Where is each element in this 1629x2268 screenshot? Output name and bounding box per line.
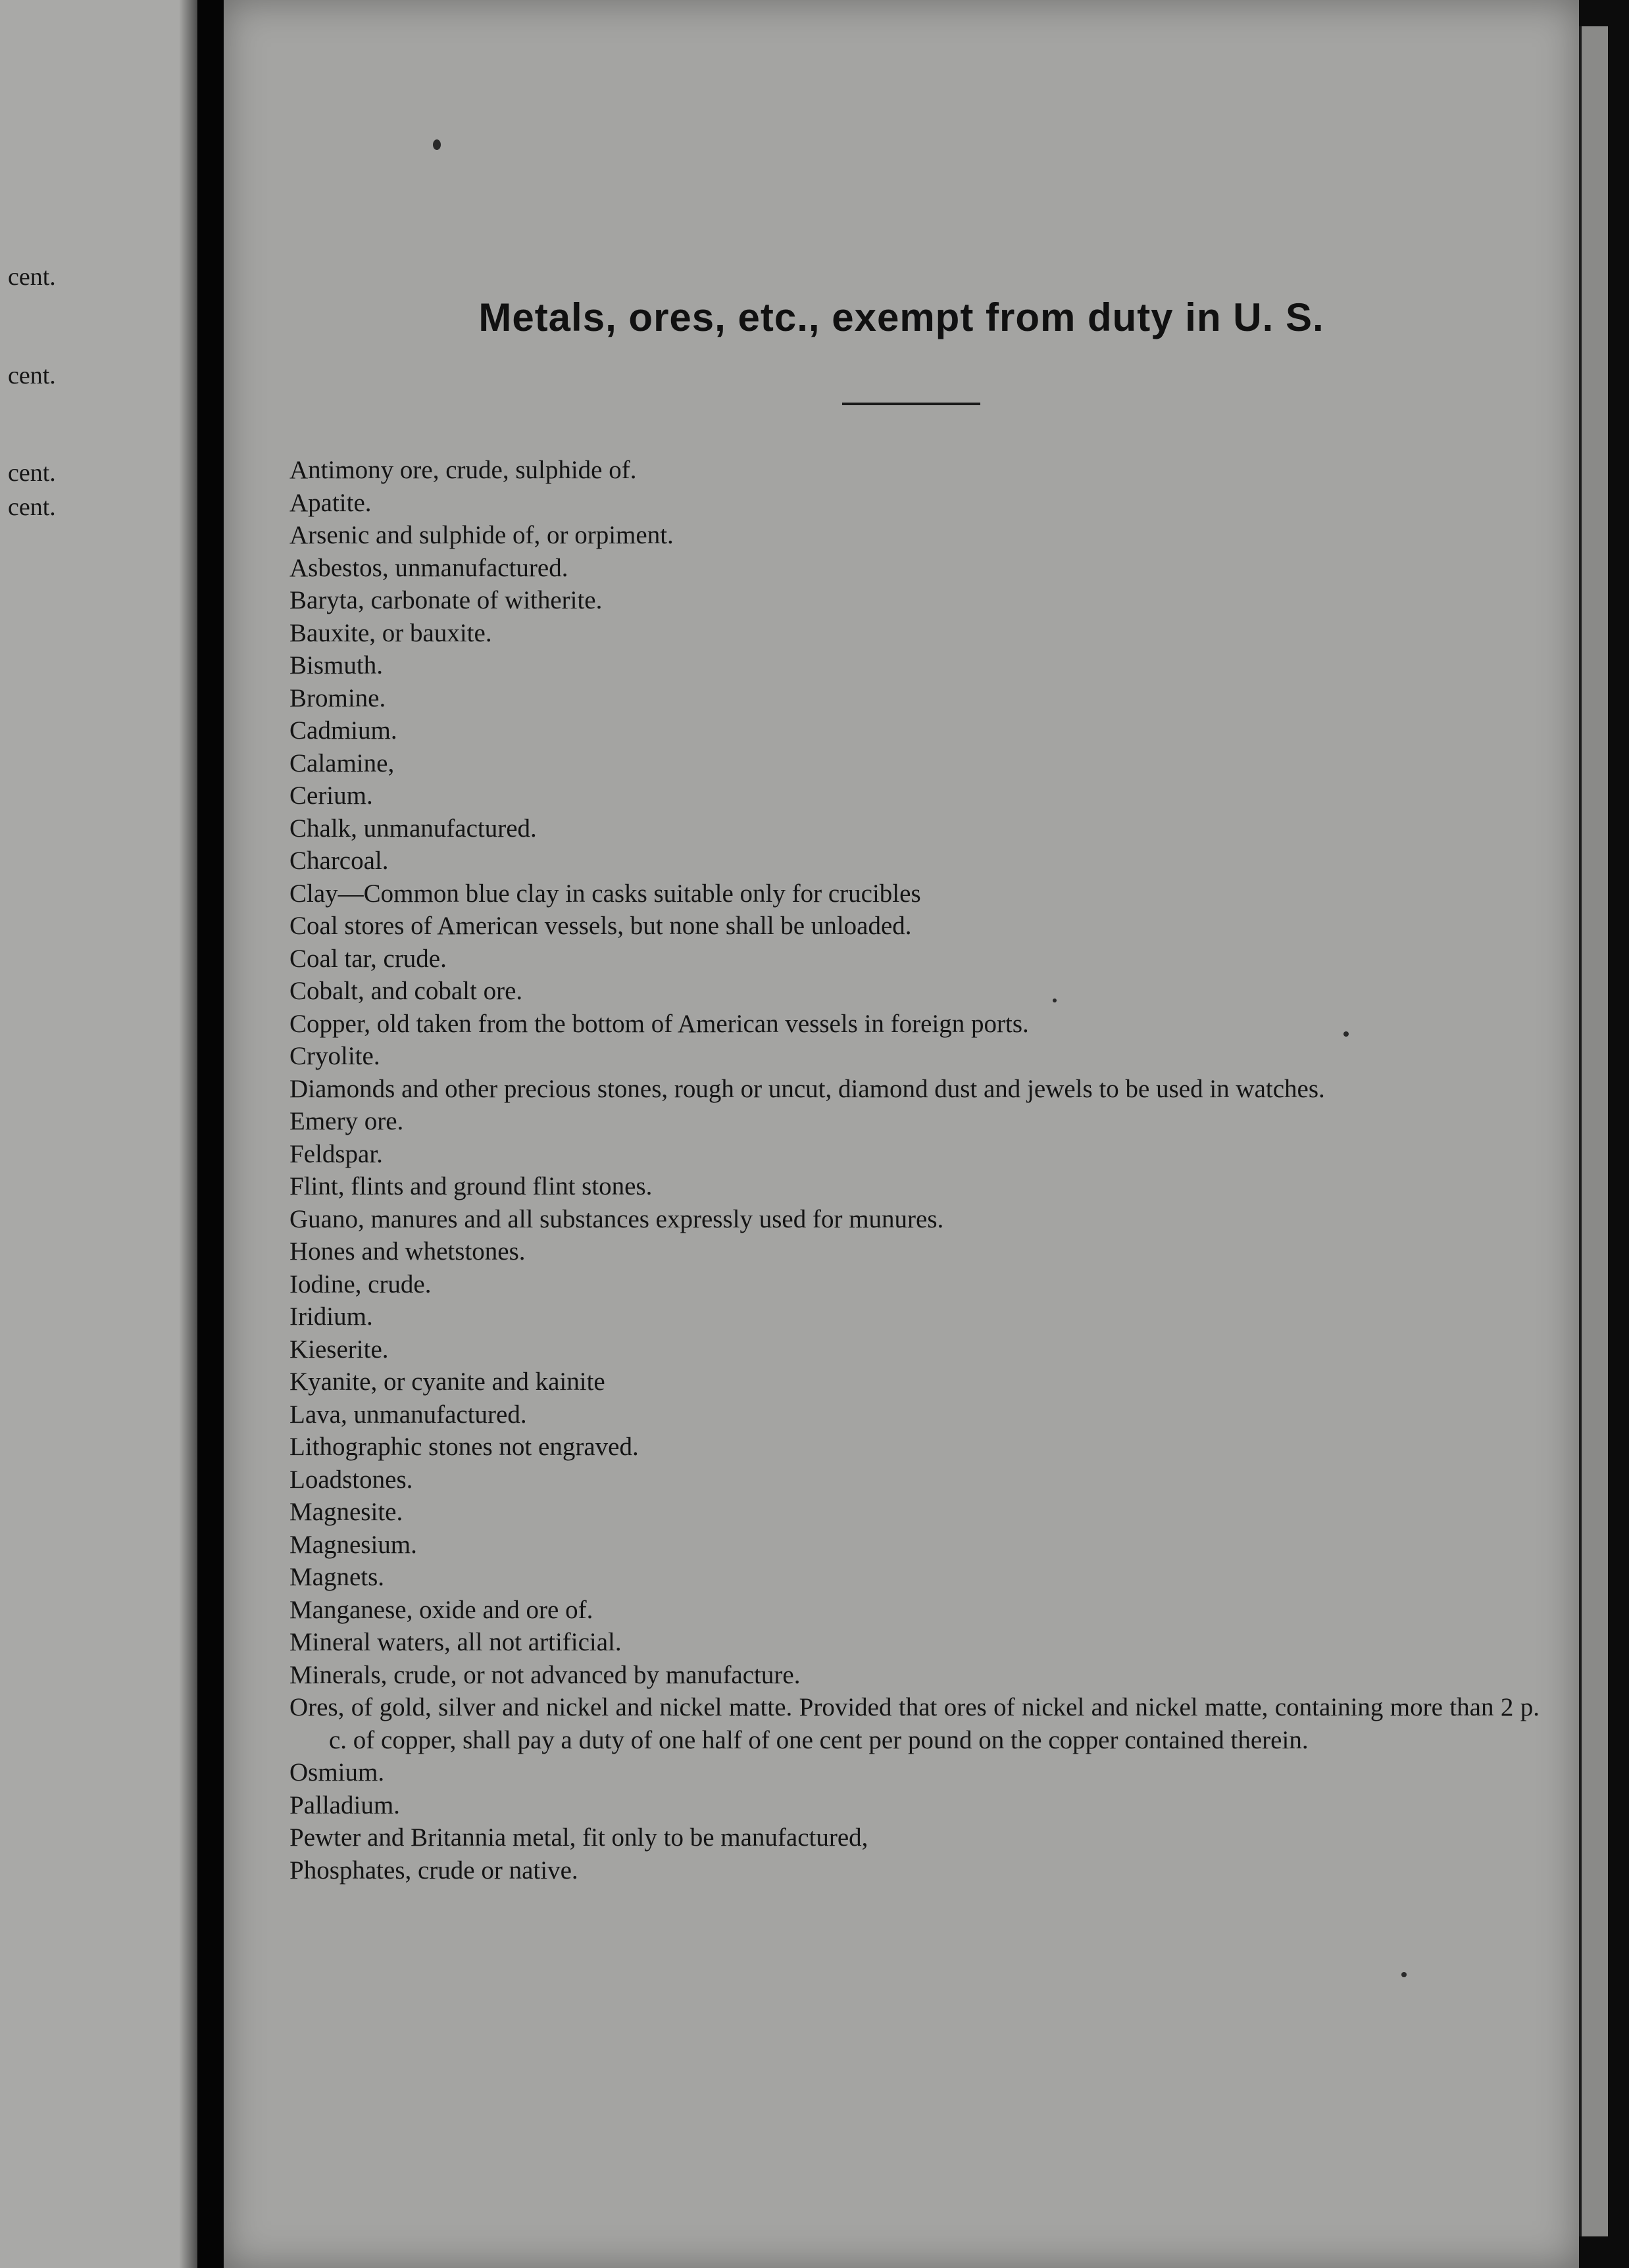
list-item: Chalk, unmanufactured.: [289, 814, 537, 843]
list-item: Coal stores of American vessels, but none shall be unloaded.: [289, 912, 912, 940]
list-item: Magnesite.: [289, 1498, 403, 1526]
page-fold-shadow: [179, 0, 197, 2268]
title-rule: [842, 403, 980, 405]
list-item: Guano, manures and all substances expressly used for munures.: [289, 1204, 944, 1233]
document-page: [224, 0, 1579, 2268]
list-item: Cadmium.: [289, 716, 397, 745]
list-item: Magnesium.: [289, 1530, 417, 1559]
list-item: Bauxite, or bauxite.: [289, 618, 492, 647]
list-item: Kyanite, or cyanite and kainite: [289, 1368, 605, 1396]
list-item: Cobalt, and cobalt ore.: [289, 977, 523, 1005]
list-item: Minerals, crude, or not advanced by manufacture.: [289, 1660, 801, 1689]
margin-word: cent.: [8, 362, 56, 389]
paper-speck: [1343, 1031, 1349, 1037]
list-item: Emery ore.: [289, 1107, 404, 1135]
list-item: Bismuth.: [289, 651, 383, 679]
list-item: Bromine.: [289, 683, 386, 712]
list-item: Coal tar, crude.: [289, 944, 447, 973]
list-item: Lava, unmanufactured.: [289, 1400, 527, 1429]
list-item: Apatite.: [289, 488, 372, 517]
list-item: Magnets.: [289, 1563, 385, 1591]
list-item: Calamine,: [289, 749, 395, 777]
paper-speck: [1401, 1972, 1407, 1977]
list-item: Iridium.: [289, 1302, 373, 1331]
page-title: Metals, ores, etc., exempt from duty in U. S.: [478, 295, 1324, 339]
list-item: Ores, of gold, silver and nickel and nickel matte. Provided that ores of nickel and nickel matte, containing more than 2 p. c. of copper, shall pay a duty of one half of one cent per pound on the copper contained therein.: [289, 1693, 1540, 1754]
list-item: Asbestos, unmanufactured.: [289, 553, 568, 582]
list-item: Palladium.: [289, 1790, 400, 1819]
list-item: Manganese, oxide and ore of.: [289, 1595, 593, 1624]
list-item: Osmium.: [289, 1758, 385, 1787]
exempt-items-list: [289, 454, 1540, 1886]
list-item: Baryta, carbonate of witherite.: [289, 586, 603, 614]
list-item: Mineral waters, all not artificial.: [289, 1628, 622, 1656]
margin-word: cent.: [8, 263, 56, 291]
list-item: Copper, old taken from the bottom of American vessels in foreign ports.: [289, 1009, 1029, 1038]
list-item: Diamonds and other precious stones, rough or uncut, diamond dust and jewels to be used in watches.: [289, 1074, 1325, 1103]
list-item: Cryolite.: [289, 1042, 380, 1070]
list-item: Cerium.: [289, 781, 373, 810]
book-gutter: [197, 0, 224, 2268]
list-item: Clay—Common blue clay in casks suitable only for crucibles: [289, 879, 921, 908]
list-item: Hones and whetstones.: [289, 1237, 526, 1266]
list-item: Lithographic stones not engraved.: [289, 1433, 639, 1461]
list-item: Kieserite.: [289, 1335, 389, 1364]
list-item: Iodine, crude.: [289, 1270, 432, 1298]
left-page-fragment: [0, 0, 197, 2268]
list-item: Flint, flints and ground flint stones.: [289, 1172, 653, 1200]
list-item: Phosphates, crude or native.: [289, 1856, 578, 1885]
list-item: Feldspar.: [289, 1139, 383, 1168]
margin-word: cent.: [8, 459, 56, 487]
list-item: Arsenic and sulphide of, or orpiment.: [289, 521, 674, 549]
list-item: Pewter and Britannia metal, fit only to be manufactured,: [289, 1823, 868, 1852]
page-edge: [1579, 26, 1608, 2236]
margin-word: cent.: [8, 493, 56, 521]
list-item: Charcoal.: [289, 847, 389, 875]
paper-speck: [433, 139, 441, 150]
list-item: Loadstones.: [289, 1465, 413, 1494]
list-item: Antimony ore, crude, sulphide of.: [289, 456, 637, 484]
paper-speck: [1053, 998, 1057, 1002]
